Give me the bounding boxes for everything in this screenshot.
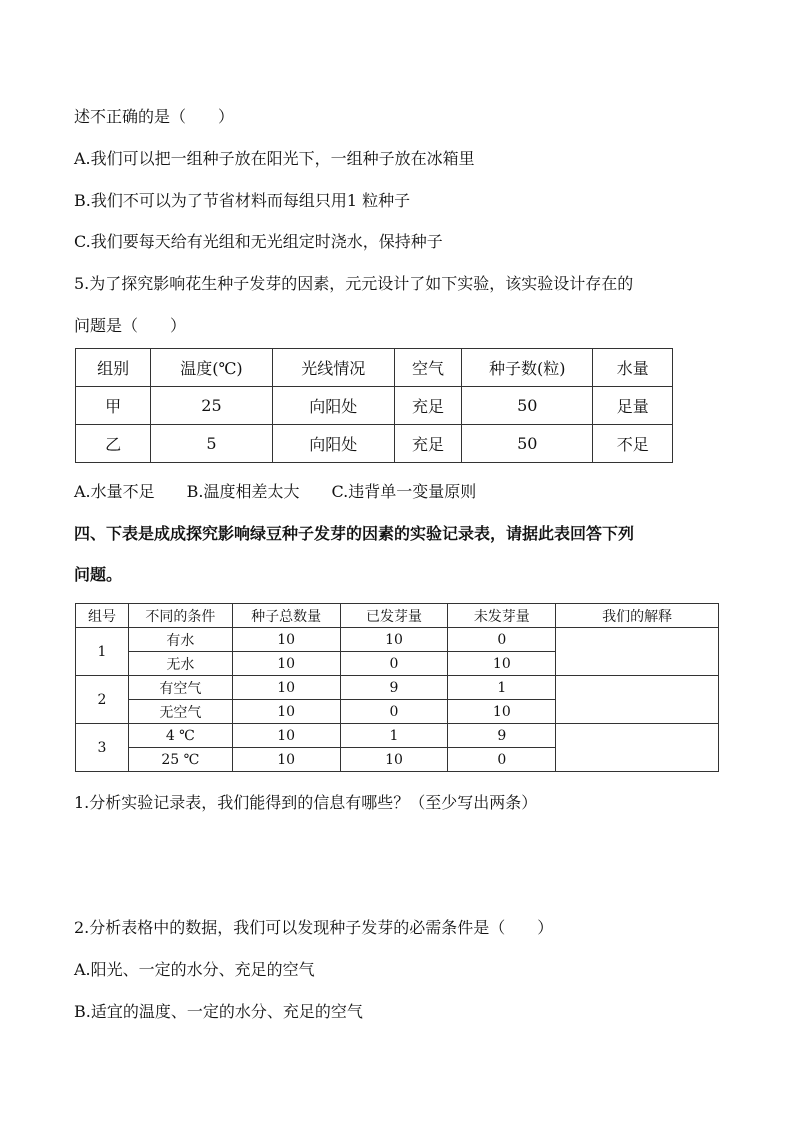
q5-stem-line1: 5.为了探究影响花生种子发芽的因素，元元设计了如下实验，该实验设计存在的 — [74, 274, 634, 293]
group-number-cell: 1 — [76, 628, 129, 676]
table-cell: 10 — [448, 700, 556, 724]
header-cell: 我们的解释 — [556, 604, 719, 628]
table-cell: 10 — [232, 700, 340, 724]
q4-option-a: A.我们可以把一组种子放在阳光下，一组种子放在冰箱里 — [74, 149, 475, 168]
table-header-row — [76, 604, 719, 628]
group-number-cell: 2 — [76, 676, 129, 724]
header-cell: 种子总数量 — [232, 604, 340, 628]
header-cell: 种子数(粒) — [462, 349, 593, 387]
table-cell: 1 — [448, 676, 556, 700]
table-cell: 1 — [340, 724, 448, 748]
table-cell: 0 — [340, 700, 448, 724]
table-cell: 50 — [462, 387, 593, 425]
table-cell: 无空气 — [128, 700, 232, 724]
table-cell: 充足 — [394, 387, 461, 425]
header-cell: 光线情况 — [272, 349, 394, 387]
table-cell: 不足 — [593, 425, 673, 463]
q4-intro: 述不正确的是（ ） — [74, 107, 235, 126]
explanation-answer-cell[interactable] — [556, 676, 719, 724]
table-header-row — [76, 349, 673, 387]
header-cell: 水量 — [593, 349, 673, 387]
table-cell: 9 — [340, 676, 448, 700]
table-row — [76, 724, 719, 748]
section4-heading-line1: 四、下表是成成探究影响绿豆种子发芽的因素的实验记录表，请据此表回答下列 — [74, 524, 635, 543]
table-cell: 10 — [232, 676, 340, 700]
group-number-cell: 3 — [76, 724, 129, 772]
table-cell: 10 — [232, 748, 340, 772]
table-cell: 9 — [448, 724, 556, 748]
q2-option-b: B.适宜的温度、一定的水分、充足的空气 — [74, 1002, 363, 1021]
section4-heading-line2: 问题。 — [74, 565, 123, 584]
table-row — [76, 425, 673, 463]
q2-option-a: A.阳光、一定的水分、充足的空气 — [74, 960, 315, 979]
table-cell: 10 — [340, 748, 448, 772]
table-cell: 25 — [151, 387, 272, 425]
table-row — [76, 628, 719, 652]
table-cell: 无水 — [128, 652, 232, 676]
table-cell: 10 — [232, 724, 340, 748]
table-cell: 向阳处 — [272, 425, 394, 463]
explanation-answer-cell[interactable] — [556, 628, 719, 676]
table-cell: 50 — [462, 425, 593, 463]
table-row — [76, 676, 719, 700]
table-cell: 有空气 — [128, 676, 232, 700]
header-cell: 组号 — [76, 604, 129, 628]
section4-question-1: 1.分析实验记录表，我们能得到的信息有哪些？（至少写出两条） — [74, 793, 538, 812]
header-cell: 未发芽量 — [448, 604, 556, 628]
table-cell: 10 — [340, 628, 448, 652]
header-cell: 不同的条件 — [128, 604, 232, 628]
table-cell: 4 ℃ — [128, 724, 232, 748]
table-cell: 乙 — [76, 425, 151, 463]
table-cell: 充足 — [394, 425, 461, 463]
q4-option-b: B.我们不可以为了节省材料而每组只用1 粒种子 — [74, 191, 411, 210]
q4-option-c: C.我们要每天给有光组和无光组定时浇水，保持种子 — [74, 232, 443, 251]
table-cell: 0 — [448, 748, 556, 772]
table-cell: 10 — [232, 652, 340, 676]
peanut-experiment-table — [75, 348, 673, 463]
header-cell: 已发芽量 — [340, 604, 448, 628]
table-row — [76, 387, 673, 425]
q5-options: A.水量不足 B.温度相差太大 C.违背单一变量原则 — [74, 482, 477, 501]
q5-stem-line2: 问题是（ ） — [74, 316, 187, 335]
header-cell: 温度(℃) — [151, 349, 272, 387]
table-cell: 10 — [448, 652, 556, 676]
header-cell: 空气 — [394, 349, 461, 387]
mungbean-record-table — [75, 603, 719, 772]
table-cell: 向阳处 — [272, 387, 394, 425]
explanation-answer-cell[interactable] — [556, 724, 719, 772]
header-cell: 组别 — [76, 349, 151, 387]
table-cell: 甲 — [76, 387, 151, 425]
table-cell: 5 — [151, 425, 272, 463]
table-cell: 足量 — [593, 387, 673, 425]
table-cell: 0 — [340, 652, 448, 676]
section4-question-2: 2.分析表格中的数据，我们可以发现种子发芽的必需条件是（ ） — [74, 918, 554, 937]
table-cell: 0 — [448, 628, 556, 652]
table-cell: 有水 — [128, 628, 232, 652]
table-cell: 25 ℃ — [128, 748, 232, 772]
table-cell: 10 — [232, 628, 340, 652]
